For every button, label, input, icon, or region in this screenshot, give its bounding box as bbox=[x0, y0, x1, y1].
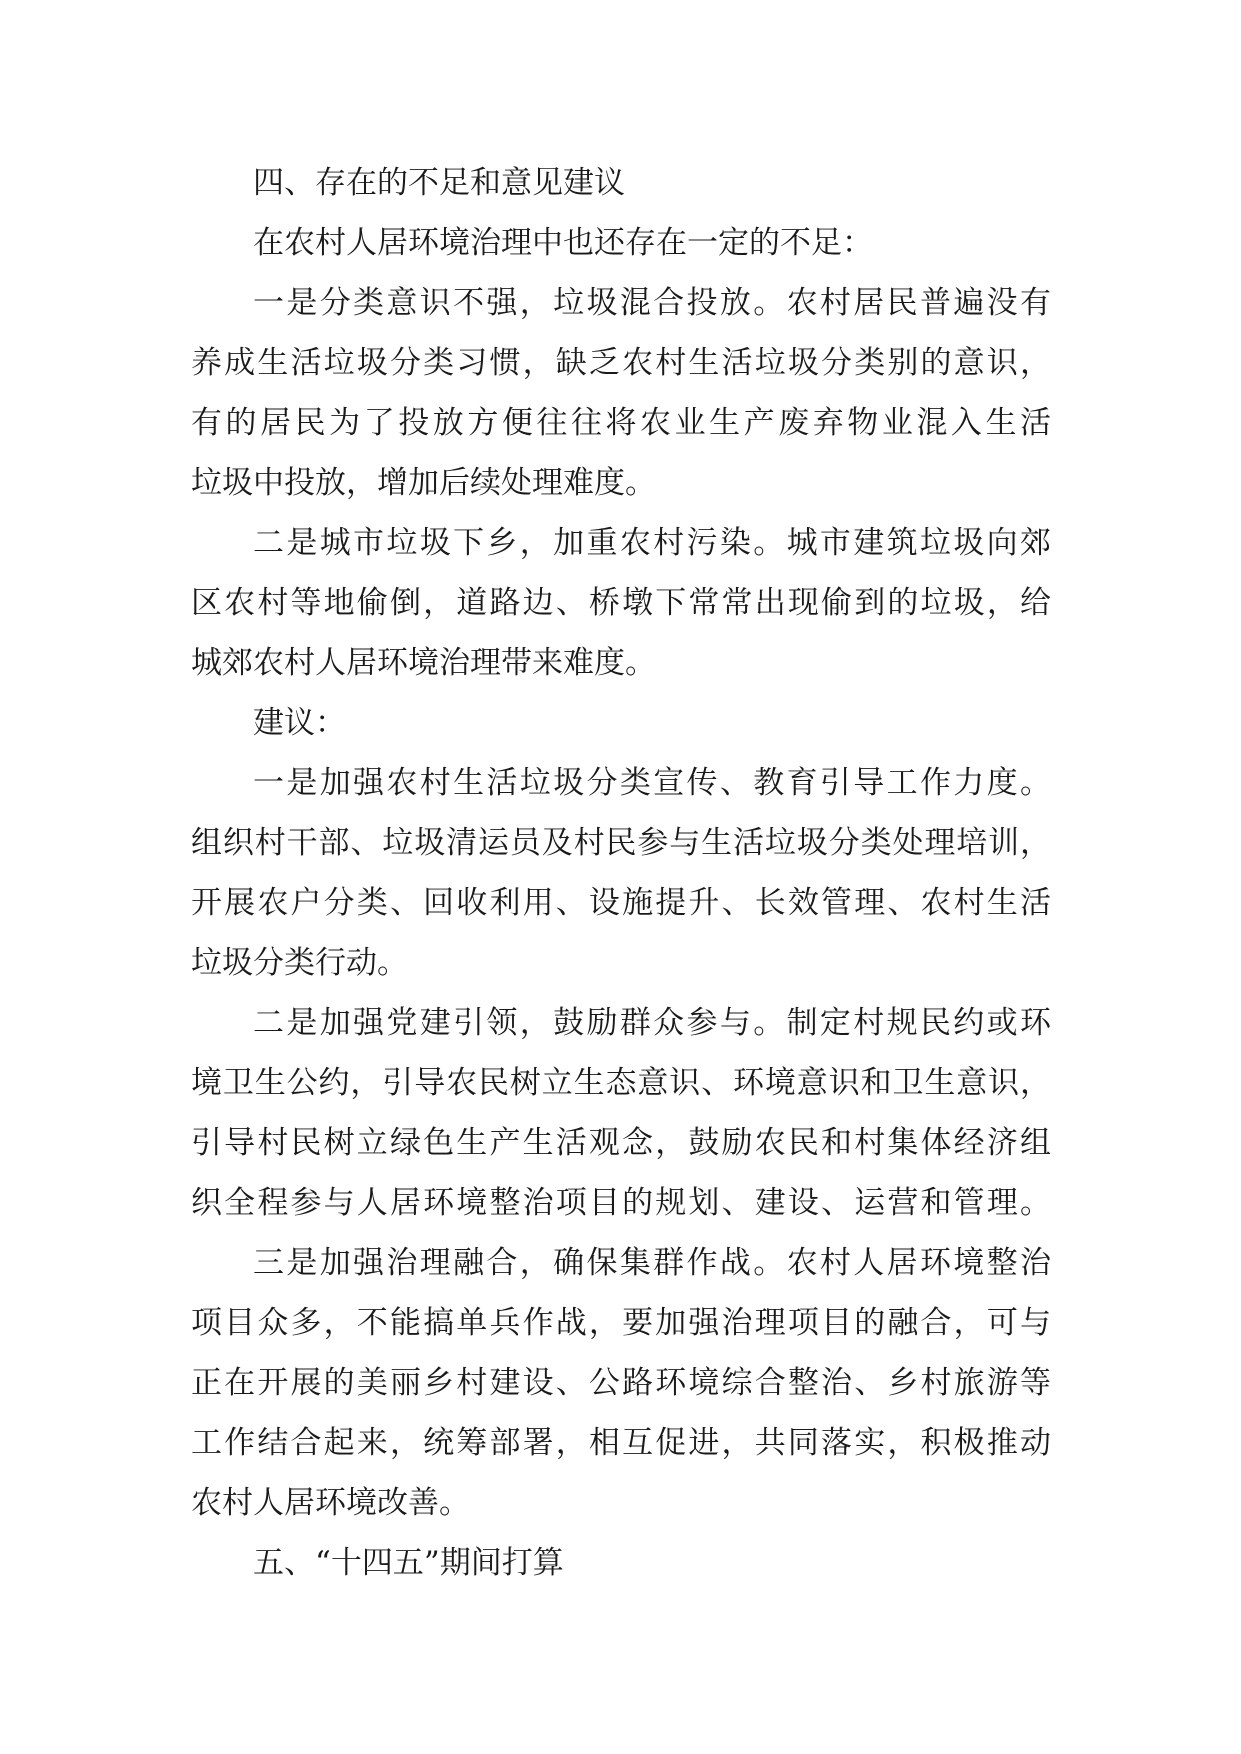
text-line-s2-l4: 织全程参与人居环境整治项目的规划、建设、运营和管理。 bbox=[191, 1185, 1051, 1221]
text-line-s3-l3: 正在开展的美丽乡村建设、公路环境综合整治、乡村旅游等 bbox=[191, 1365, 1051, 1401]
text-line-s3-l4: 工作结合起来，统筹部署，相互促进，共同落实，积极推动 bbox=[191, 1425, 1051, 1461]
text-line-p1-l3: 有的居民为了投放方便往往将农业生产废弃物业混入生活 bbox=[191, 405, 1051, 441]
text-line-s1-l2: 组织村干部、垃圾清运员及村民参与生活垃圾分类处理培训， bbox=[191, 825, 1051, 861]
text-line-suggest: 建议： bbox=[253, 705, 346, 741]
text-line-p1-l4: 垃圾中投放，增加后续处理难度。 bbox=[191, 465, 656, 501]
text-line-heading-four: 四、存在的不足和意见建议 bbox=[253, 165, 625, 201]
text-line-s2-l3: 引导村民树立绿色生产生活观念，鼓励农民和村集体经济组 bbox=[191, 1125, 1051, 1161]
text-line-p2-l3: 城郊农村人居环境治理带来难度。 bbox=[191, 645, 656, 681]
text-line-s2-l1: 二是加强党建引领，鼓励群众参与。制定村规民约或环 bbox=[253, 1005, 1051, 1041]
text-line-p2-l1: 二是城市垃圾下乡，加重农村污染。城市建筑垃圾向郊 bbox=[253, 525, 1051, 561]
text-line-s3-l1: 三是加强治理融合，确保集群作战。农村人居环境整治 bbox=[253, 1245, 1051, 1281]
text-line-heading-five: 五、“十四五”期间打算 bbox=[253, 1545, 564, 1581]
text-line-s3-l2: 项目众多，不能搞单兵作战，要加强治理项目的融合，可与 bbox=[191, 1305, 1051, 1341]
text-line-p2-l2: 区农村等地偷倒，道路边、桥墩下常常出现偷到的垃圾，给 bbox=[191, 585, 1051, 621]
text-line-intro: 在农村人居环境治理中也还存在一定的不足： bbox=[253, 225, 873, 261]
text-line-s1-l4: 垃圾分类行动。 bbox=[191, 945, 408, 981]
text-line-p1-l1: 一是分类意识不强，垃圾混合投放。农村居民普遍没有 bbox=[253, 285, 1051, 321]
text-line-s1-l3: 开展农户分类、回收利用、设施提升、长效管理、农村生活 bbox=[191, 885, 1051, 921]
document-body bbox=[191, 153, 1051, 1593]
text-line-p1-l2: 养成生活垃圾分类习惯，缺乏农村生活垃圾分类别的意识， bbox=[191, 345, 1051, 381]
text-line-s2-l2: 境卫生公约，引导农民树立生态意识、环境意识和卫生意识， bbox=[191, 1065, 1051, 1101]
text-line-s1-l1: 一是加强农村生活垃圾分类宣传、教育引导工作力度。 bbox=[253, 765, 1051, 801]
text-line-s3-l5: 农村人居环境改善。 bbox=[191, 1485, 470, 1521]
